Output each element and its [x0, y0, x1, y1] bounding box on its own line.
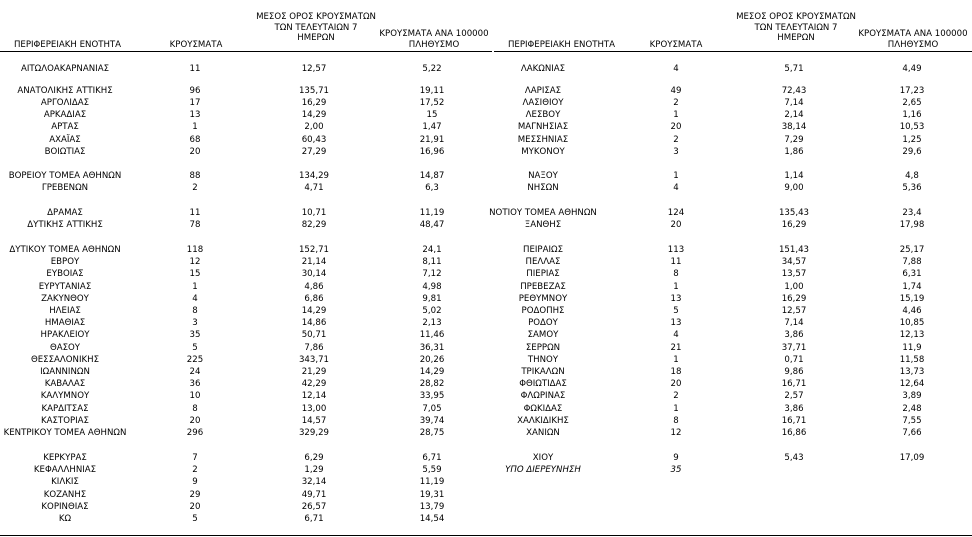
- cases-cell: 8: [673, 269, 679, 279]
- per100k-cell: 16,96: [419, 147, 445, 157]
- cases-cell: 96: [189, 86, 201, 96]
- per100k-cell: 4,98: [422, 282, 442, 292]
- per100k-cell: 14,54: [419, 514, 445, 524]
- cases-cell: 4: [673, 64, 679, 74]
- per100k-cell: 3,89: [902, 391, 922, 401]
- header-per100k-left: [376, 29, 492, 50]
- avg7-cell: 12,57: [781, 306, 807, 316]
- per100k-cell: 15,19: [899, 294, 925, 304]
- header-cases-left: ΚΡΟΥΣΜΑΤΑ: [169, 40, 223, 50]
- per100k-cell: 11,46: [419, 330, 445, 340]
- cases-cell: 118: [186, 245, 204, 255]
- avg7-cell: 32,14: [301, 477, 327, 487]
- avg7-cell: 27,29: [301, 147, 327, 157]
- per100k-cell: 7,12: [422, 269, 442, 279]
- cases-cell: 7: [192, 453, 198, 463]
- region-cell: ΗΡΑΚΛΕΙΟΥ: [40, 330, 90, 340]
- region-cell: ΚΕΦΑΛΛΗΝΙΑΣ: [33, 465, 97, 475]
- per100k-cell: 28,82: [419, 379, 445, 389]
- avg7-cell: 6,29: [304, 453, 324, 463]
- cases-cell: 68: [189, 135, 201, 145]
- cases-cell: 13: [670, 294, 682, 304]
- region-cell: ΔΥΤΙΚΟΥ ΤΟΜΕΑ ΑΘΗΝΩΝ: [9, 245, 121, 255]
- region-cell: ΞΑΝΘΗΣ: [524, 220, 562, 230]
- region-cell: ΠΙΕΡΙΑΣ: [526, 269, 560, 279]
- bottom-rule: [0, 535, 972, 536]
- cases-cell: 11: [189, 64, 201, 74]
- cases-cell: 49: [670, 86, 682, 96]
- avg7-cell: 343,71: [298, 355, 330, 365]
- header-per100k-line1: ΚΡΟΥΣΜΑΤΑ ΑΝΑ 100000: [379, 29, 489, 39]
- per100k-cell: 11,19: [419, 208, 445, 218]
- region-cell: ΜΥΚΟΝΟΥ: [521, 147, 565, 157]
- header-rule-left: [0, 51, 492, 52]
- region-cell: ΓΡΕΒΕΝΩΝ: [41, 183, 89, 193]
- avg7-cell: 4,71: [304, 183, 324, 193]
- region-cell: ΘΑΣΟΥ: [49, 343, 81, 353]
- avg7-cell: 34,57: [781, 257, 807, 267]
- region-cell: ΑΡΓΟΛΙΔΑΣ: [40, 98, 90, 108]
- avg7-cell: 152,71: [298, 245, 330, 255]
- cases-cell: 296: [186, 428, 204, 438]
- region-cell: ΒΟΡΕΙΟΥ ΤΟΜΕΑ ΑΘΗΝΩΝ: [8, 171, 122, 181]
- region-cell: ΔΡΑΜΑΣ: [47, 208, 83, 218]
- avg7-cell: 135,71: [298, 86, 330, 96]
- per100k-cell: 25,17: [899, 245, 925, 255]
- per100k-cell: 6,31: [902, 269, 922, 279]
- avg7-cell: 21,14: [301, 257, 327, 267]
- avg7-cell: 0,71: [784, 355, 804, 365]
- per100k-cell: 17,98: [899, 220, 925, 230]
- region-cell: ΛΕΣΒΟΥ: [525, 110, 561, 120]
- region-cell: ΚΑΒΑΛΑΣ: [44, 379, 86, 389]
- region-cell: ΦΩΚΙΔΑΣ: [523, 404, 563, 414]
- avg7-cell: 16,86: [781, 428, 807, 438]
- per100k-cell: 19,11: [419, 86, 445, 96]
- cases-cell: 20: [189, 147, 201, 157]
- region-cell: ΚΩ: [58, 514, 72, 524]
- region-cell: ΧΙΟΥ: [532, 453, 554, 463]
- per100k-cell: 6,71: [422, 453, 442, 463]
- region-cell: ΧΑΝΙΩΝ: [526, 428, 560, 438]
- cases-cell: 2: [192, 465, 198, 475]
- per100k-cell: 7,05: [422, 404, 442, 414]
- avg7-cell: 50,71: [301, 330, 327, 340]
- per100k-cell: 7,55: [902, 416, 922, 426]
- cases-cell: 5: [192, 514, 198, 524]
- region-cell: ΚΕΡΚΥΡΑΣ: [43, 453, 87, 463]
- per100k-cell: 9,81: [422, 294, 442, 304]
- region-cell: ΙΩΑΝΝΙΝΩΝ: [40, 367, 90, 377]
- per100k-cell: 12,13: [899, 330, 925, 340]
- region-cell: ΛΑΣΙΘΙΟΥ: [522, 98, 564, 108]
- region-cell: ΠΕΛΛΑΣ: [525, 257, 561, 267]
- avg7-cell: 3,86: [784, 330, 804, 340]
- avg7-cell: 16,71: [781, 416, 807, 426]
- avg7-cell: 13,57: [781, 269, 807, 279]
- cases-cell: 2: [673, 391, 679, 401]
- avg7-cell: 7,14: [784, 98, 804, 108]
- cases-cell: 20: [670, 379, 682, 389]
- region-cell: ΝΟΤΙΟΥ ΤΟΜΕΑ ΑΘΗΝΩΝ: [489, 208, 597, 218]
- cases-cell: 2: [673, 135, 679, 145]
- per100k-cell: 33,95: [419, 391, 445, 401]
- avg7-cell: 6,71: [304, 514, 324, 524]
- per100k-cell: 17,23: [899, 86, 925, 96]
- region-cell: ΒΟΙΩΤΙΑΣ: [44, 147, 86, 157]
- region-cell: ΠΕΙΡΑΙΩΣ: [522, 245, 564, 255]
- per100k-cell: 13,73: [899, 367, 925, 377]
- cases-cell: 10: [189, 391, 201, 401]
- header-avg-line1: ΜΕΣΟΣ ΟΡΟΣ ΚΡΟΥΣΜΑΤΩΝ: [736, 12, 856, 22]
- per100k-cell: 2,65: [902, 98, 922, 108]
- region-cell: ΛΑΡΙΣΑΣ: [524, 86, 562, 96]
- per100k-cell: 39,74: [419, 416, 445, 426]
- cases-cell: 124: [667, 208, 685, 218]
- per100k-cell: 15: [426, 110, 438, 120]
- region-cell: ΚΟΖΑΝΗΣ: [43, 490, 87, 500]
- region-cell: ΚΑΛΥΜΝΟΥ: [40, 391, 90, 401]
- avg7-cell: 60,43: [301, 135, 327, 145]
- header-avg-right: [734, 12, 858, 44]
- per100k-cell: 24,1: [422, 245, 442, 255]
- cases-cell: 9: [673, 453, 679, 463]
- region-cell: ΜΕΣΣΗΝΙΑΣ: [517, 135, 569, 145]
- per100k-cell: 14,29: [419, 367, 445, 377]
- region-cell: ΡΟΔΟΠΗΣ: [521, 306, 565, 316]
- region-cell: ΚΕΝΤΡΙΚΟΥ ΤΟΜΕΑ ΑΘΗΝΩΝ: [3, 428, 127, 438]
- avg7-cell: 5,71: [784, 64, 804, 74]
- per100k-cell: 28,75: [419, 428, 445, 438]
- region-cell: ΠΡΕΒΕΖΑΣ: [520, 282, 566, 292]
- avg7-cell: 16,29: [301, 98, 327, 108]
- per100k-cell: 7,66: [902, 428, 922, 438]
- per100k-cell: 10,85: [899, 318, 925, 328]
- per100k-cell: 23,4: [902, 208, 922, 218]
- avg7-cell: 49,71: [301, 490, 327, 500]
- cases-cell: 24: [189, 367, 201, 377]
- cases-cell: 1: [673, 282, 679, 292]
- region-cell: ΑΡΤΑΣ: [51, 122, 79, 132]
- region-cell: ΦΛΩΡΙΝΑΣ: [520, 391, 566, 401]
- cases-cell: 5: [673, 306, 679, 316]
- avg7-cell: 12,14: [301, 391, 327, 401]
- cases-cell: 12: [189, 257, 201, 267]
- avg7-cell: 30,14: [301, 269, 327, 279]
- region-cell: ΡΟΔΟΥ: [528, 318, 558, 328]
- cases-cell: 11: [670, 257, 682, 267]
- region-cell: ΗΜΑΘΙΑΣ: [44, 318, 86, 328]
- header-avg-left: [254, 12, 378, 44]
- header-per100k-line2: ΠΛΗΘΥΣΜΟ: [408, 39, 460, 50]
- region-cell: ΑΙΤΩΛΟΑΚΑΡΝΑΝΙΑΣ: [20, 64, 110, 74]
- cases-cell: 78: [189, 220, 201, 230]
- cases-cell: 21: [670, 343, 682, 353]
- header-per100k-line2: ΠΛΗΘΥΣΜΟ: [887, 39, 939, 50]
- cases-cell: 13: [670, 318, 682, 328]
- header-region-left: ΠΕΡΙΦΕΡΕΙΑΚΗ ΕΝΟΤΗΤΑ: [13, 40, 122, 50]
- cases-cell: 20: [670, 220, 682, 230]
- region-cell: ΡΕΘΥΜΝΟΥ: [518, 294, 568, 304]
- per100k-cell: 12,64: [899, 379, 925, 389]
- avg7-cell: 21,29: [301, 367, 327, 377]
- avg7-cell: 38,14: [781, 122, 807, 132]
- region-cell: ΗΛΕΙΑΣ: [49, 306, 81, 316]
- cases-cell: 13: [189, 110, 201, 120]
- avg7-cell: 5,43: [784, 453, 804, 463]
- avg7-cell: 14,57: [301, 416, 327, 426]
- avg7-cell: 9,86: [784, 367, 804, 377]
- avg7-cell: 7,86: [304, 343, 324, 353]
- cases-cell: 36: [189, 379, 201, 389]
- region-cell: ΤΡΙΚΑΛΩΝ: [521, 367, 565, 377]
- cases-cell: 35: [189, 330, 201, 340]
- region-cell: ΝΗΣΩΝ: [527, 183, 559, 193]
- region-cell: ΚΙΛΚΙΣ: [51, 477, 79, 487]
- avg7-cell: 7,29: [784, 135, 804, 145]
- cases-cell: 3: [673, 147, 679, 157]
- avg7-cell: 26,57: [301, 502, 327, 512]
- cases-cell: 18: [670, 367, 682, 377]
- cases-cell: 1: [673, 110, 679, 120]
- cases-cell: 29: [189, 490, 201, 500]
- per100k-cell: 36,31: [419, 343, 445, 353]
- per100k-cell: 48,47: [419, 220, 445, 230]
- per100k-cell: 11,9: [902, 343, 922, 353]
- per100k-cell: 6,3: [425, 183, 439, 193]
- per100k-cell: 5,02: [422, 306, 442, 316]
- avg7-cell: 42,29: [301, 379, 327, 389]
- per100k-cell: 19,31: [419, 490, 445, 500]
- cases-cell: 11: [189, 208, 201, 218]
- avg7-cell: 37,71: [781, 343, 807, 353]
- avg7-cell: 1,14: [784, 171, 804, 181]
- region-cell: ΛΑΚΩΝΙΑΣ: [520, 64, 566, 74]
- region-cell: ΕΥΒΟΙΑΣ: [46, 269, 84, 279]
- cases-cell: 1: [673, 404, 679, 414]
- header-region-right: ΠΕΡΙΦΕΡΕΙΑΚΗ ΕΝΟΤΗΤΑ: [507, 40, 616, 50]
- avg7-cell: 14,29: [301, 110, 327, 120]
- avg7-cell: 1,86: [784, 147, 804, 157]
- region-cell: ΣΑΜΟΥ: [527, 330, 559, 340]
- cases-cell: 4: [673, 330, 679, 340]
- per100k-cell: 1,16: [902, 110, 922, 120]
- region-cell: ΣΕΡΡΩΝ: [525, 343, 561, 353]
- cases-cell: 20: [189, 416, 201, 426]
- header-avg-line2: ΤΩΝ ΤΕΛΕΥΤΑΙΩΝ 7: [274, 22, 358, 33]
- per100k-cell: 4,8: [905, 171, 919, 181]
- per100k-cell: 4,46: [902, 306, 922, 316]
- avg7-cell: 13,00: [301, 404, 327, 414]
- per100k-cell: 2,13: [422, 318, 442, 328]
- region-cell: ΚΟΡΙΝΘΙΑΣ: [41, 502, 89, 512]
- cases-cell: 9: [192, 477, 198, 487]
- cases-cell: 12: [670, 428, 682, 438]
- region-cell: ΜΑΓΝΗΣΙΑΣ: [517, 122, 569, 132]
- header-per100k-line1: ΚΡΟΥΣΜΑΤΑ ΑΝΑ 100000: [858, 29, 968, 39]
- cases-cell: 4: [192, 294, 198, 304]
- cases-cell: 1: [673, 355, 679, 365]
- header-rule-right: [494, 51, 972, 52]
- header-avg-line3: ΗΜΕΡΩΝ: [297, 33, 335, 43]
- cases-cell: 1: [192, 122, 198, 132]
- cases-cell: 35: [670, 465, 682, 475]
- avg7-cell: 72,43: [781, 86, 807, 96]
- avg7-cell: 7,14: [784, 318, 804, 328]
- avg7-cell: 3,86: [784, 404, 804, 414]
- avg7-cell: 16,71: [781, 379, 807, 389]
- avg7-cell: 16,29: [781, 220, 807, 230]
- avg7-cell: 135,43: [778, 208, 810, 218]
- avg7-cell: 1,29: [304, 465, 324, 475]
- per100k-cell: 11,19: [419, 477, 445, 487]
- per100k-cell: 29,6: [902, 147, 922, 157]
- cases-cell: 8: [192, 306, 198, 316]
- avg7-cell: 4,86: [304, 282, 324, 292]
- region-cell: ΔΥΤΙΚΗΣ ΑΤΤΙΚΗΣ: [27, 220, 103, 230]
- region-cell: ΕΥΡΥΤΑΝΙΑΣ: [38, 282, 92, 292]
- header-cases-right: ΚΡΟΥΣΜΑΤΑ: [649, 40, 703, 50]
- cases-cell: 4: [673, 183, 679, 193]
- per100k-cell: 13,79: [419, 502, 445, 512]
- avg7-cell: 2,57: [784, 391, 804, 401]
- cases-cell: 113: [667, 245, 685, 255]
- avg7-cell: 82,29: [301, 220, 327, 230]
- avg7-cell: 16,29: [781, 294, 807, 304]
- per100k-cell: 20,26: [419, 355, 445, 365]
- avg7-cell: 2,14: [784, 110, 804, 120]
- avg7-cell: 9,00: [784, 183, 804, 193]
- region-cell: ΦΘΙΩΤΙΔΑΣ: [519, 379, 567, 389]
- per100k-cell: 1,25: [902, 135, 922, 145]
- per100k-cell: 11,58: [899, 355, 925, 365]
- cases-cell: 3: [192, 318, 198, 328]
- per100k-cell: 5,59: [422, 465, 442, 475]
- avg7-cell: 1,00: [784, 282, 804, 292]
- cases-cell: 20: [189, 502, 201, 512]
- cases-cell: 15: [189, 269, 201, 279]
- cases-cell: 225: [186, 355, 204, 365]
- cases-cell: 20: [670, 122, 682, 132]
- header-avg-line1: ΜΕΣΟΣ ΟΡΟΣ ΚΡΟΥΣΜΑΤΩΝ: [256, 12, 376, 22]
- region-cell: ΑΡΚΑΔΙΑΣ: [43, 110, 87, 120]
- header-avg-line2: ΤΩΝ ΤΕΛΕΥΤΑΙΩΝ 7: [754, 22, 838, 33]
- region-cell: ΑΝΑΤΟΛΙΚΗΣ ΑΤΤΙΚΗΣ: [17, 86, 113, 96]
- region-cell: ΧΑΛΚΙΔΙΚΗΣ: [517, 416, 569, 426]
- per100k-cell: 10,53: [899, 122, 925, 132]
- region-cell: ΖΑΚΥΝΘΟΥ: [41, 294, 89, 304]
- per100k-cell: 2,48: [902, 404, 922, 414]
- cases-cell: 5: [192, 343, 198, 353]
- cases-cell: 1: [673, 171, 679, 181]
- avg7-cell: 10,71: [301, 208, 327, 218]
- avg7-cell: 134,29: [298, 171, 330, 181]
- avg7-cell: 329,29: [298, 428, 330, 438]
- per100k-cell: 17,52: [419, 98, 445, 108]
- per100k-cell: 5,22: [422, 64, 442, 74]
- avg7-cell: 14,86: [301, 318, 327, 328]
- avg7-cell: 6,86: [304, 294, 324, 304]
- region-cell: ΚΑΡΔΙΤΣΑΣ: [41, 404, 89, 414]
- per100k-cell: 4,49: [902, 64, 922, 74]
- region-cell: ΘΕΣΣΑΛΟΝΙΚΗΣ: [30, 355, 100, 365]
- header-avg-line3: ΗΜΕΡΩΝ: [777, 33, 815, 43]
- cases-cell: 1: [192, 282, 198, 292]
- avg7-cell: 151,43: [778, 245, 810, 255]
- avg7-cell: 2,00: [304, 122, 324, 132]
- cases-cell: 2: [673, 98, 679, 108]
- cases-cell: 8: [192, 404, 198, 414]
- header-per100k-right: [855, 29, 971, 50]
- avg7-cell: 12,57: [301, 64, 327, 74]
- per100k-cell: 7,88: [902, 257, 922, 267]
- region-cell: ΑΧΑΪΑΣ: [49, 135, 81, 145]
- avg7-cell: 14,29: [301, 306, 327, 316]
- per100k-cell: 1,47: [422, 122, 442, 132]
- per100k-cell: 1,74: [902, 282, 922, 292]
- per100k-cell: 5,36: [902, 183, 922, 193]
- cases-cell: 2: [192, 183, 198, 193]
- cases-cell: 17: [189, 98, 201, 108]
- region-cell: ΥΠΟ ΔΙΕΡΕΥΝΗΣΗ: [505, 465, 581, 475]
- region-cell: ΤΗΝΟΥ: [527, 355, 559, 365]
- region-cell: ΕΒΡΟΥ: [50, 257, 80, 267]
- region-cell: ΝΑΞΟΥ: [528, 171, 558, 181]
- region-cell: ΚΑΣΤΟΡΙΑΣ: [41, 416, 89, 426]
- per100k-cell: 8,11: [422, 257, 442, 267]
- per100k-cell: 17,09: [899, 453, 925, 463]
- cases-cell: 88: [189, 171, 201, 181]
- per100k-cell: 21,91: [419, 135, 445, 145]
- cases-cell: 8: [673, 416, 679, 426]
- per100k-cell: 14,87: [419, 171, 445, 181]
